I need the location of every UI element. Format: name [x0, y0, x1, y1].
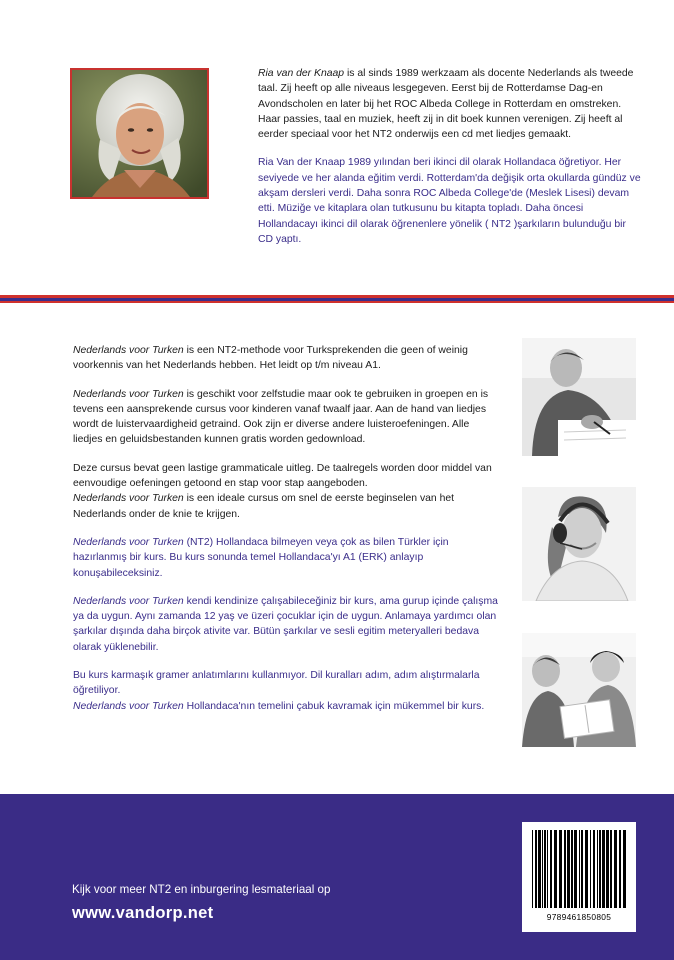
barcode-bar [547, 830, 548, 908]
barcode-bar [544, 830, 546, 908]
barcode-bar [599, 830, 601, 908]
barcode-bar [623, 830, 626, 908]
barcode-bar [585, 830, 588, 908]
course-title: Nederlands voor Turken [73, 345, 184, 356]
paragraph-tr-2-text: kendi kendinize çalışabileceğiniz bir kurs, ama gurup içinde çalışma ya da uygun. Aynı zamanda 12 yaş ve üzeri çocuklar için de uygun. Anlamaya yardımcı olan şarkılar dışında daha birçok ativite var. Bütün şarkılar ve sesli egitim meteryalleri bedava olarak yüklenebilir. [73, 595, 498, 653]
student-writing-illustration [522, 338, 636, 456]
paragraph-nl-1 [73, 343, 498, 374]
barcode-bar [614, 830, 617, 908]
photo-student-headphones [522, 487, 636, 601]
paragraph-tr-1-text: (NT2) Hollandaca bilmeyen veya çok as bilen Türkler için hazırlanmış bir kurs. Bu kurs sonunda temel Hollandaca'yı A1 (ERK) anlayıp konuşabileceksiniz. [73, 536, 449, 579]
course-title: Nederlands voor Turken [73, 700, 184, 712]
isbn-barcode [522, 822, 636, 932]
photo-students-reading [522, 633, 636, 747]
paragraph-nl-1-text: is een NT2-methode voor Turksprekenden die geen of weinig voorkennis van het Nederlands hebben. Het leidt op t/m niveau A1. [73, 345, 468, 372]
course-title: Nederlands voor Turken [73, 536, 184, 548]
students-reading-illustration [522, 633, 636, 747]
paragraph-tr-2 [73, 594, 498, 655]
author-photo [70, 68, 209, 199]
course-title: Nederlands voor Turken [73, 595, 184, 607]
photo-student-writing [522, 338, 636, 456]
course-title: Nederlands voor Turken [73, 493, 184, 505]
barcode-bar [579, 830, 580, 908]
barcode-bar [574, 830, 577, 908]
author-bio-dutch-text: is al sinds 1989 werkzaam als docente Nederlands als tweede taal. Zij heeft op alle niveaus lesgegeven. Eerst bij de Rotterdamse Dag-en Avondscholen en later bij het ROC Albeda College in Rotterdam en omstreken. Haar passies, taal en muziek, heeft zij in dit boek kunnen verenigen. Zij heeft al eerder speciaal voor het NT2 onderwijs een cd met liedjes gemaakt. [258, 68, 634, 141]
author-name: Ria van der Knaap [258, 68, 345, 79]
barcode-bar [610, 830, 612, 908]
paragraph-tr-3-text: Bu kurs karmaşık gramer anlatımlarını kullanmıyor. Dil kuralları adım, adım alıştırmalarla öğretiliyor. [73, 670, 480, 697]
barcode-bar [593, 830, 595, 908]
paragraph-nl-3-text: Deze cursus bevat geen lastige grammaticale uitleg. De taalregels worden door middel van eenvoudige oefeningen getoond en stap voor stap aangeboden. [73, 462, 492, 490]
barcode-bar [538, 830, 541, 908]
barcode-bar [571, 830, 573, 908]
author-bio-dutch [258, 66, 642, 142]
barcode-bar [550, 830, 552, 908]
course-description [73, 343, 498, 727]
footer-tagline: Kijk voor meer NT2 en inburgering lesmateriaal op [72, 883, 331, 896]
paragraph-nl-2-text: is geschikt voor zelfstudie maar ook te gebruiken in groepen en is tevens een aansprekende cursus voor kinderen vanaf twaalf jaar. Aan de hand van liedjes wordt de luistervaardigheid getraind. Ook zijn er diverse andere luisteroefeningen. Alle liedjes en geluidsbestanden kunnen gratis worden gedownload. [73, 388, 489, 446]
student-headphones-illustration [522, 487, 636, 601]
author-bio [258, 66, 642, 260]
paragraph-nl-3-title-text: is een ideale cursus om snel de eerste beginselen van het Nederlands onder de knie te krijgen. [73, 493, 455, 520]
paragraph-nl-3 [73, 461, 498, 522]
isbn-number: 9789461850805 [546, 912, 612, 922]
barcode-bar [567, 830, 570, 908]
barcode-bar [535, 830, 537, 908]
author-bio-turkish: Ria Van der Knaap 1989 yılından beri ikinci dil olarak Hollandaca öğretiyor. Her seviyede ve her alanda eğitim verdi. Rotterdam'da değişik orta okullarda gündüz ve akşam dersleri verdi. Daha sonra ROC Albeda College'de (Meslek Lisesi) devam etti. Müziğe ve kitaplara olan tutkusunu bu kitapta topladı. Daha öncesi Hollandacayı ikinci dil olarak öğrenenlere yönelik ( NT2 )şarkıların bulunduğu bir CD yaptı. [258, 157, 641, 245]
barcode-bar [564, 830, 566, 908]
paragraph-nl-2 [73, 387, 498, 448]
barcode-bar [542, 830, 543, 908]
barcode-icon [522, 822, 636, 912]
barcode-bar [602, 830, 605, 908]
stripe-red-bottom [0, 301, 674, 303]
barcode-bar [559, 830, 562, 908]
paragraph-tr-3 [73, 668, 498, 714]
barcode-bar [590, 830, 591, 908]
paragraph-tr-1 [73, 535, 498, 581]
barcode-bar [554, 830, 557, 908]
barcode-bar [619, 830, 621, 908]
publisher-url[interactable]: www.vandorp.net [72, 904, 214, 922]
author-portrait-illustration [72, 70, 207, 197]
barcode-bar [606, 830, 609, 908]
barcode-bar [532, 830, 533, 908]
barcode-bar [581, 830, 583, 908]
course-title: Nederlands voor Turken [73, 388, 184, 400]
paragraph-tr-3-title-text: Hollandaca'nın temelini çabuk kavramak için mükemmel bir kurs. [183, 700, 485, 712]
barcode-bar [597, 830, 598, 908]
